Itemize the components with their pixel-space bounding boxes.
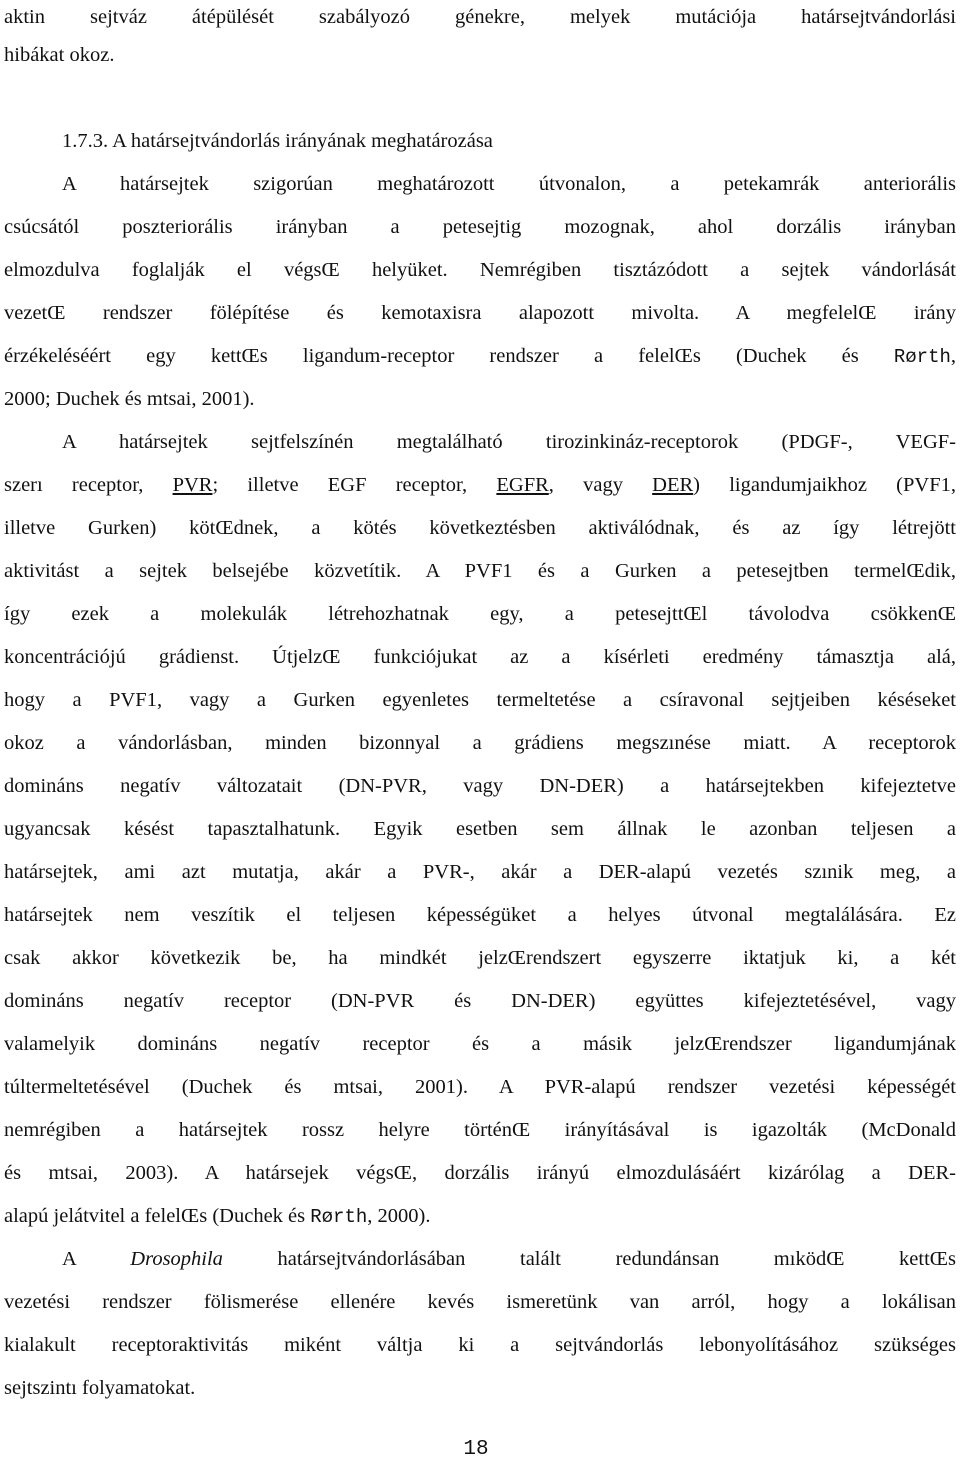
text-line: domináns negatív receptor (DN-PVR és DN-DER) együttes kifejeztetésével, vagy: [4, 990, 956, 1012]
text-line: sejtszintı folyamatokat.: [4, 1377, 196, 1399]
text-line: okoz a vándorlásban, minden bizonnyal a grádiens megszınése miatt. A receptorok: [4, 732, 956, 754]
text-line: vezetŒ rendszer fölépítése és kemotaxisra alapozott mivolta. A megfelelŒ irány: [4, 302, 956, 324]
text-line: aktin sejtváz átépülését szabályozó génekre, melyek mutációja határsejtvándorlási: [4, 6, 956, 28]
text-line: határsejtek nem veszítik el teljesen képességüket a helyes útvonal megtalálására. Ez: [4, 904, 956, 926]
text-line: ugyancsak késést tapasztalhatunk. Egyik esetben sem állnak le azonban teljesen a: [4, 818, 956, 840]
text-span: ) ligandumjaikhoz (PVF1,: [693, 474, 956, 496]
text-line: A határsejtek sejtfelszínén megtalálható tirozinkináz-receptorok (PDGF-, VEGF-: [62, 431, 956, 453]
text-line: így ezek a molekulák létrehozhatnak egy, a petesejttŒl távolodva csökkenŒ: [4, 603, 956, 625]
section-heading: 1.7.3. A határsejtvándorlás irányának meghatározása: [62, 130, 493, 152]
text-line: túltermeltetésével (Duchek és mtsai, 2001). A PVR-alapú rendszer vezetési képességét: [4, 1076, 956, 1098]
text-span: ; illetve EGF receptor,: [212, 474, 497, 496]
text-line: koncentrációjú grádienst. ÚtjelzŒ funkciójukat az a kísérleti eredmény támasztja alá,: [4, 646, 956, 668]
text-span: , 2000).: [367, 1205, 431, 1227]
text-line: A határsejtek szigorúan meghatározott útvonalon, a petekamrák anteriorális: [62, 173, 956, 195]
text-span: , vagy: [548, 474, 653, 496]
text-line: kialakult receptoraktivitás miként váltja ki a sejtvándorlás lebonyolításához szükséges: [4, 1334, 956, 1356]
text-span: szerı receptor,: [4, 474, 173, 496]
text-line: hibákat okoz.: [4, 44, 115, 66]
text-line: [4, 1201, 956, 1231]
text-line: domináns negatív változatait (DN-PVR, vagy DN-DER) a határsejtekben kifejeztetve: [4, 775, 956, 797]
pvr-link[interactable]: PVR: [172, 474, 213, 496]
text-line: elmozdulva foglalják el végsŒ helyüket. Nemrégiben tisztázódott a sejtek vándorlását: [4, 259, 956, 281]
text-line: és mtsai, 2003). A határsejek végsŒ, dorzális irányú elmozdulásáért kizárólag a DER-: [4, 1162, 956, 1184]
text-line: határsejtek, ami azt mutatja, akár a PVR-, akár a DER-alapú vezetés szınik meg, a: [4, 861, 956, 883]
text-line: 2000; Duchek és mtsai, 2001).: [4, 388, 255, 410]
author-name: Rørth: [310, 1206, 368, 1228]
text-span: érzékeléséért egy kettŒs ligandum-receptor rendszer a felelŒs (Duchek és: [4, 345, 894, 367]
text-line: [62, 1244, 956, 1274]
text-line: [4, 341, 956, 371]
document-page: [4, 0, 956, 1460]
text-span: alapú jelátvitel a felelŒs (Duchek és: [4, 1205, 311, 1227]
text-line: valamelyik domináns negatív receptor és a másik jelzŒrendszer ligandumjának: [4, 1033, 956, 1055]
text-span: ,: [950, 345, 956, 367]
text-line: nemrégiben a határsejtek rossz helyre történŒ irányításával is igazolták (McDonald: [4, 1119, 956, 1141]
author-name: Rørth: [893, 346, 951, 368]
text-line: illetve Gurken) kötŒdnek, a kötés következtésben aktiválódnak, és az így létrejött: [4, 517, 956, 539]
egfr-link[interactable]: EGFR: [496, 474, 549, 496]
text-line: aktivitást a sejtek belsejébe közvetítik. A PVF1 és a Gurken a petesejtben termelŒdik,: [4, 560, 956, 582]
species-name: Drosophila: [130, 1248, 223, 1270]
text-line: vezetési rendszer fölismerése ellenére kevés ismeretünk van arról, hogy a lokálisan: [4, 1291, 956, 1313]
text-line: hogy a PVF1, vagy a Gurken egyenletes termeltetése a csíravonal sejtjeiben késéseket: [4, 689, 956, 711]
der-link[interactable]: DER: [652, 474, 694, 496]
text-span: határsejtvándorlásában talált redundánsan mıködŒ kettŒs: [222, 1248, 956, 1270]
text-span: A: [62, 1248, 131, 1270]
text-line: [4, 470, 956, 500]
text-line: csúcsától poszteriorális irányban a petesejtig mozognak, ahol dorzális irányban: [4, 216, 956, 238]
text-line: csak akkor következik be, ha mindkét jelzŒrendszert egyszerre iktatjuk ki, a két: [4, 947, 956, 969]
page-number: 18: [463, 1438, 489, 1461]
